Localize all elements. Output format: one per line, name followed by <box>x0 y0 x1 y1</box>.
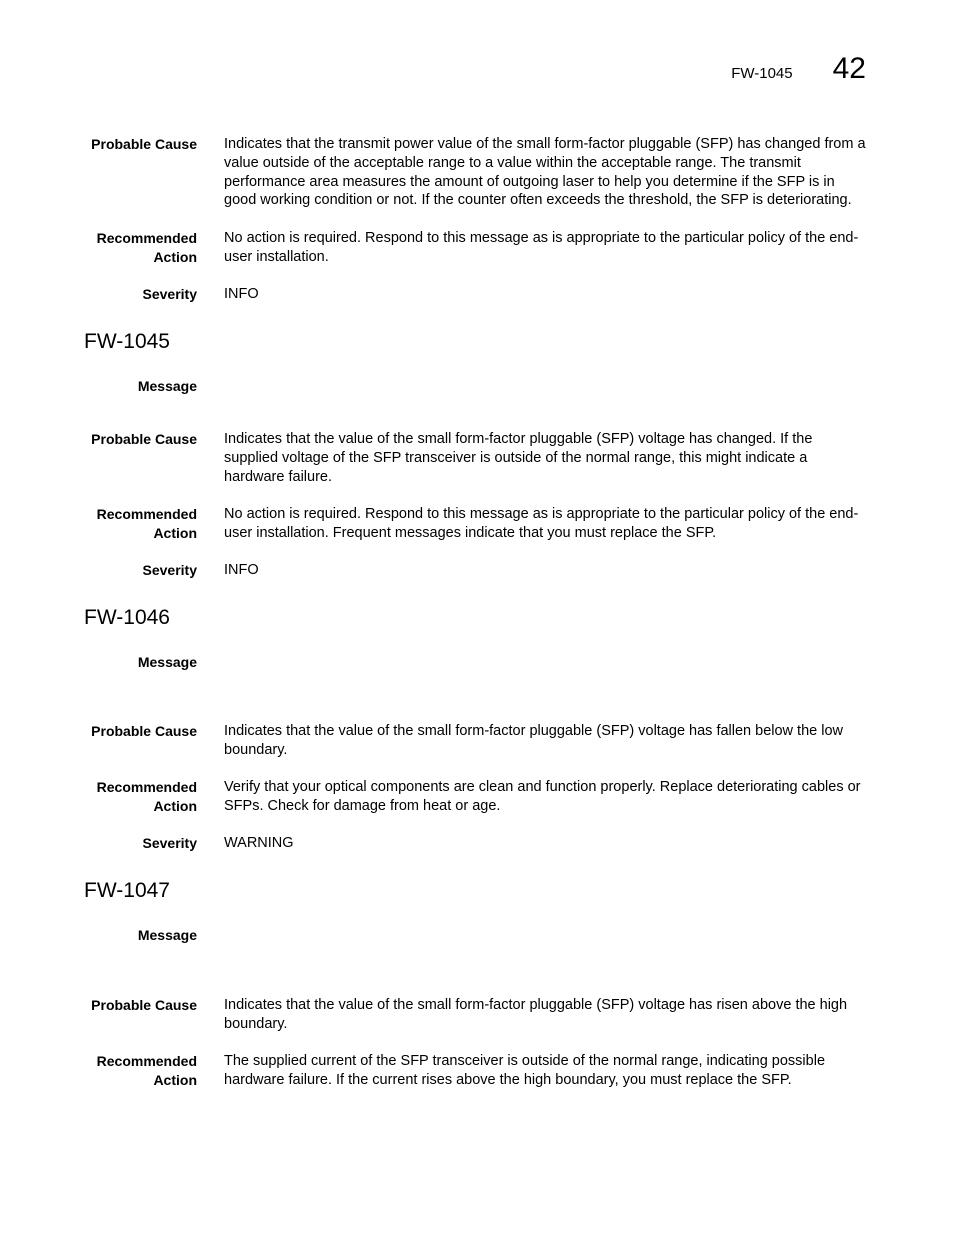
probable-cause-text: Indicates that the value of the small form-factor pluggable (SFP) voltage has changed. If the supplied voltage of the SFP transceiver is outside of the normal range, this might indicate a hardware failure. <box>224 431 813 485</box>
recommended-action-label: Recommended Action <box>96 779 197 814</box>
severity-label: Severity <box>142 286 197 302</box>
probable-cause-label: Probable Cause <box>91 997 197 1013</box>
recommended-action-label: Recommended Action <box>96 230 197 265</box>
section-title-fw1046: FW-1046 <box>84 606 170 629</box>
section-title-fw1045: FW-1045 <box>84 330 170 353</box>
probable-cause-text: Indicates that the value of the small form-factor pluggable (SFP) voltage has fallen below the low boundary. <box>224 723 843 758</box>
section-title-fw1047: FW-1047 <box>84 879 170 902</box>
message-label: Message <box>137 927 197 943</box>
chapter-number: 42 <box>832 52 866 85</box>
recommended-action-label: Recommended Action <box>96 506 197 541</box>
severity-value: INFO <box>224 286 259 302</box>
message-label: Message <box>137 654 197 670</box>
severity-label: Severity <box>142 835 197 851</box>
recommended-action-text: No action is required. Respond to this message as is appropriate to the particular policy of the end-user installation. Frequent messages indicate that you must replace the SFP. <box>224 506 859 541</box>
probable-cause-label: Probable Cause <box>91 723 197 739</box>
severity-value: INFO <box>224 562 259 578</box>
running-header-code: FW-1045 <box>731 65 793 82</box>
severity-label: Severity <box>142 562 197 578</box>
probable-cause-text: Indicates that the transmit power value of the small form-factor pluggable (SFP) has changed from a value outside of the acceptable range to a value within the acceptable range. The transmit performance area measures the amount of outgoing laser to help you determine if the SFP is in good working condition or not. If the counter often exceeds the threshold, the SFP is deteriorating. <box>224 136 866 209</box>
message-label: Message <box>137 378 197 394</box>
severity-value: WARNING <box>224 835 294 851</box>
probable-cause-label: Probable Cause <box>91 431 197 447</box>
recommended-action-text: No action is required. Respond to this message as is appropriate to the particular policy of the end-user installation. <box>224 230 859 265</box>
recommended-action-text: Verify that your optical components are clean and function properly. Replace deteriorating cables or SFPs. Check for damage from heat or age. <box>224 779 861 814</box>
page-header <box>731 52 866 86</box>
recommended-action-text: The supplied current of the SFP transceiver is outside of the normal range, indicating possible hardware failure. If the current rises above the high boundary, you must replace the SFP. <box>224 1053 826 1088</box>
probable-cause-label: Probable Cause <box>91 136 197 152</box>
recommended-action-label: Recommended Action <box>96 1053 197 1088</box>
probable-cause-text: Indicates that the value of the small form-factor pluggable (SFP) voltage has risen above the high boundary. <box>224 997 848 1032</box>
